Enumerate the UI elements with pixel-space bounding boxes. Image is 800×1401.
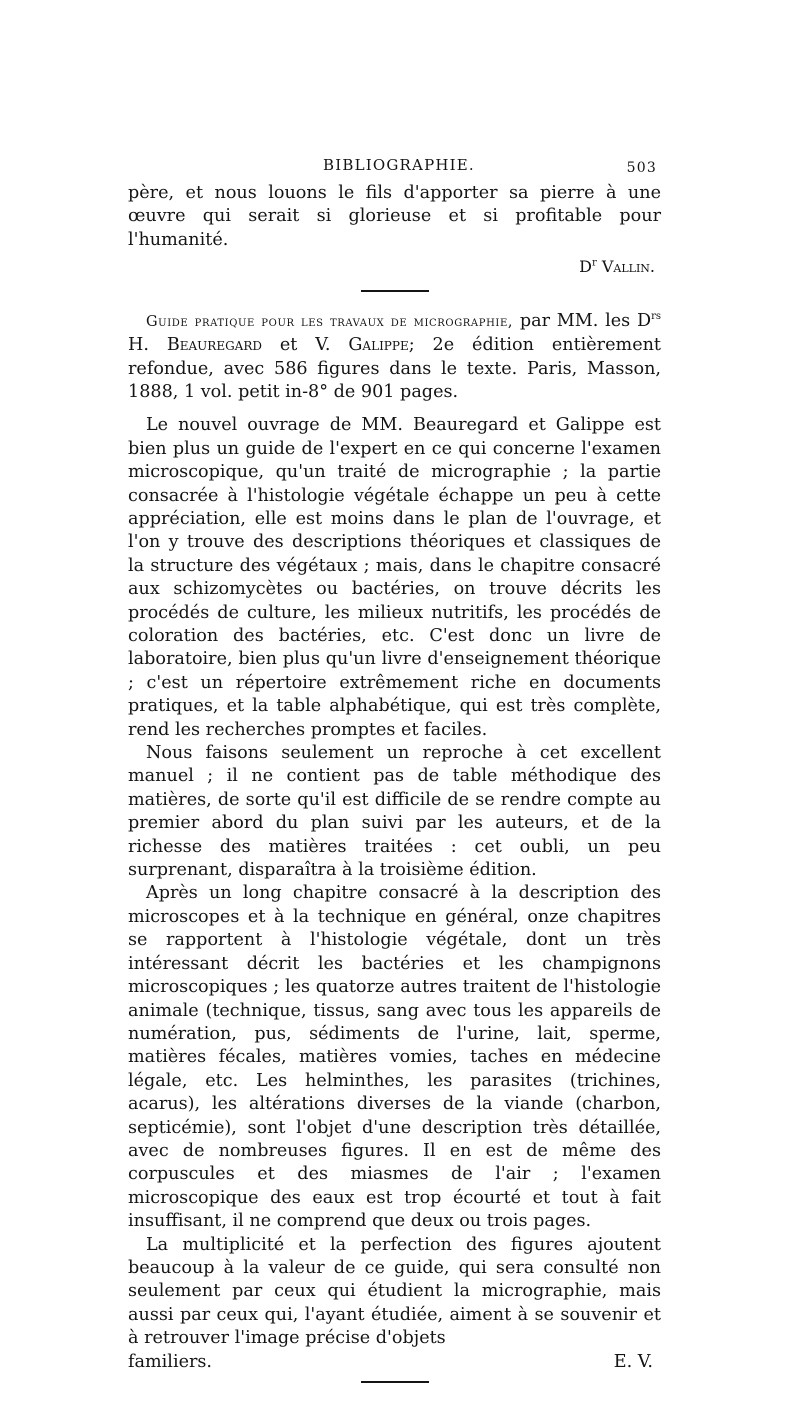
page-number: 503 xyxy=(626,160,657,176)
citation-sup: rs xyxy=(651,310,662,322)
review-last-line xyxy=(128,1351,661,1374)
review2-signature: E. V. xyxy=(613,1351,653,1372)
review-paragraph-3: Après un long chapitre consacré à la description des microscopes et à la technique en général, onze chapitres se rapportent à l'histologie végétale, dont un très intéressant décrit les bactéries et les champignons microscopiques ; les quatorze autres traitent de l'histologie animale (technique, tissus, sang avec tous les appareils de numération, pus, sédiments de l'urine, lait, sperme, matières fécales, matières vomies, taches en médecine légale, etc. Les helminthes, les parasites (trichines, acarus), les altérations diverses de la viande (charbon, septicémie), sont l'objet d'une description très détaillée, avec de nombreuses figures. Il en est de même des corpuscules et des miasmes de l'air ; l'examen microscopique des eaux est trop écourté et tout à fait insuffisant, il ne comprend que deux ou trois pages. xyxy=(128,883,661,1232)
citation-by: par MM. les D xyxy=(513,310,652,331)
signature-prefix: D xyxy=(579,257,592,277)
citation-rest: ; 2e édition entièrement refondue, avec 586 figures dans le texte. Paris, Masson, 1888, 1 vol. petit in-8° de 901 pages. xyxy=(128,335,662,402)
review1-closing-text: père, et nous louons le fils d'apporter sa pierre à une œuvre qui serait si glorieuse et si profitable pour l'humanité. xyxy=(128,183,661,250)
page xyxy=(128,152,661,1401)
review1-signature xyxy=(128,254,661,280)
signature-sup: r xyxy=(591,257,597,269)
book-title: Guide pratique pour les travaux de micrographie, xyxy=(146,313,514,330)
section-divider xyxy=(361,290,429,292)
citation-and: et xyxy=(262,335,316,356)
last-word: familiers. xyxy=(128,1351,213,1372)
book-citation xyxy=(128,310,661,405)
signature-name: Vallin. xyxy=(596,257,655,277)
author-1: H. Beauregard xyxy=(128,335,262,356)
author-2: V. Galippe xyxy=(315,335,409,356)
running-title: BIBLIOGRAPHIE. xyxy=(323,156,475,174)
section-divider-bottom xyxy=(361,1381,429,1383)
review-paragraph-2: Nous faisons seulement un reproche à cet excellent manuel ; il ne contient pas de table méthodique des matières, de sorte qu'il est difficile de se rendre compte au premier abord du plan suivi par les auteurs, et de la richesse des matières traitées : cet oubli, un peu surprenant, disparaîtra à la troisième édition. xyxy=(128,743,661,881)
running-head xyxy=(128,152,661,182)
review-paragraph-4: La multiplicité et la perfection des figures ajoutent beaucoup à la valeur de ce guide, qui sera consulté non seulement par ceux qui étudient la micrographie, mais aussi par ceux qui, l'ayant étudiée, aiment à se souvenir et à retrouver l'image précise d'objets xyxy=(128,1234,661,1349)
review-paragraph-1: Le nouvel ouvrage de MM. Beauregard et Galippe est bien plus un guide de l'expert en ce qui concerne l'examen microscopique, qu'un traité de micrographie ; la partie consacrée à l'histologie végétale échappe un peu à cette appréciation, elle est moins dans le plan de l'ouvrage, et l'on y trouve des descriptions théoriques et classiques de la structure des végétaux ; mais, dans le chapitre consacré aux schizomycètes ou bactéries, on trouve décrits les procédés de culture, les milieux nutritifs, les procédés de coloration des bactéries, etc. C'est donc un livre de laboratoire, bien plus qu'un livre d'enseignement théorique ; c'est un répertoire extrêmement riche en documents pratiques, et la table alphabétique, qui est très complète, rend les recherches promptes et faciles. xyxy=(128,415,661,740)
